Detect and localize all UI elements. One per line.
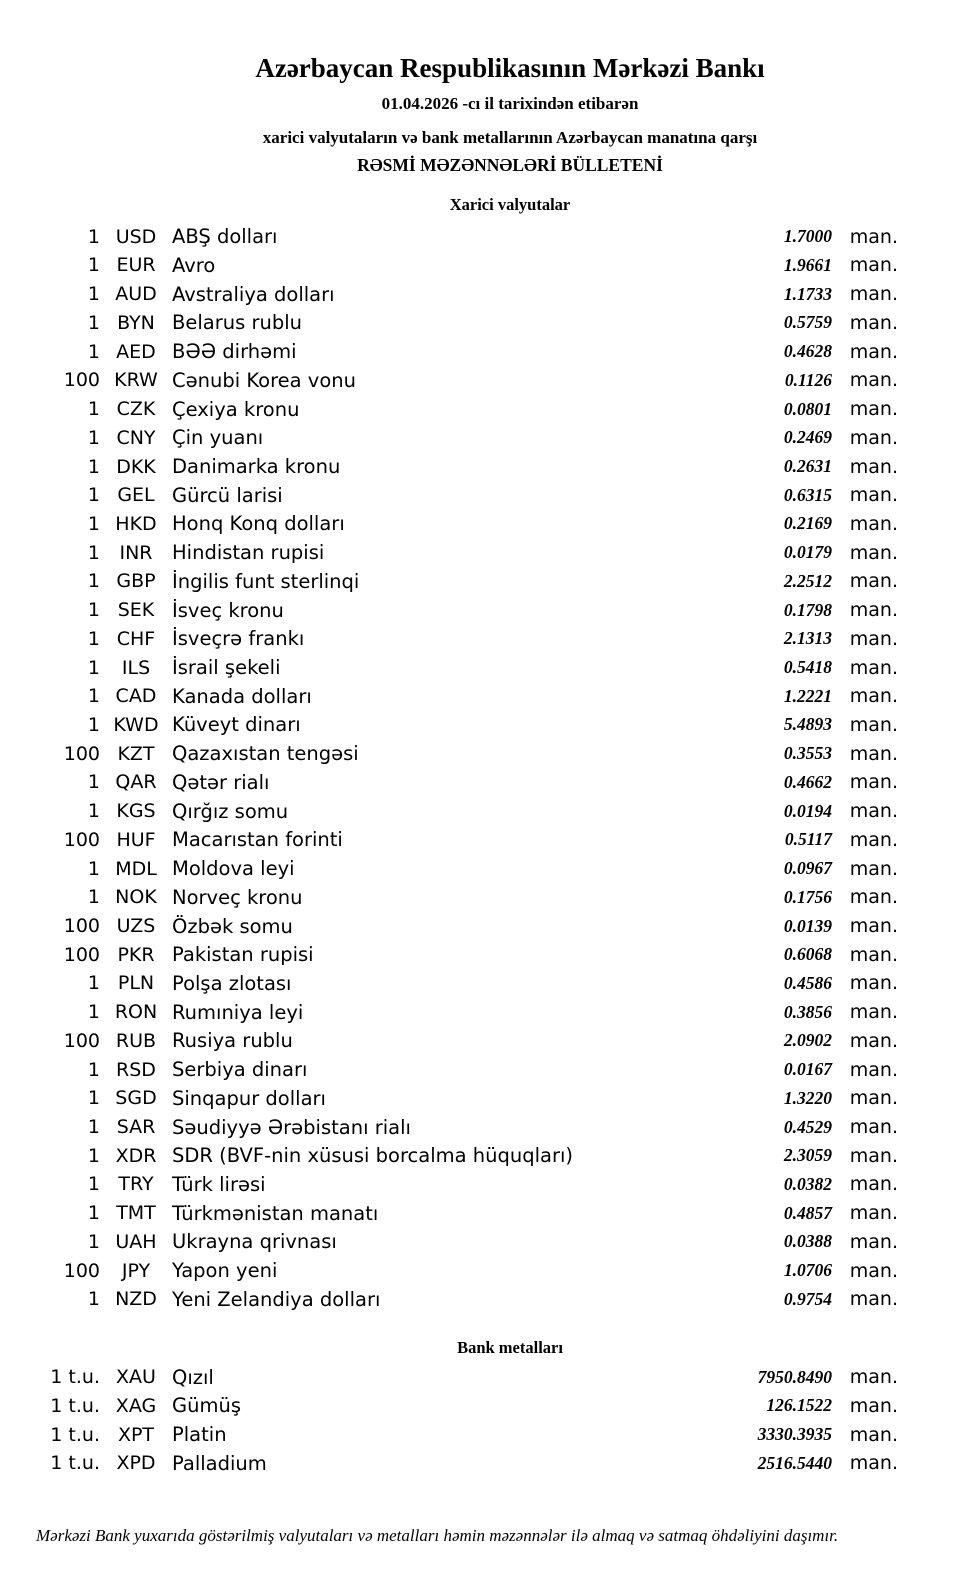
unit-label: man. — [849, 915, 898, 937]
unit-label: man. — [849, 800, 898, 823]
currency-name: Hindistan rupisi — [172, 541, 325, 565]
exchange-rate: 0.0167 — [783, 1059, 832, 1080]
unit-label: man. — [849, 685, 898, 708]
unit-label: man. — [849, 311, 898, 334]
table-row — [0, 1113, 898, 1142]
metal-name: Platin — [172, 1423, 227, 1446]
exchange-rate: 0.1126 — [784, 369, 832, 390]
metals-section-title: Bank metalları — [457, 1337, 563, 1357]
quantity: 1 — [87, 225, 100, 248]
quantity: 1 — [87, 541, 100, 564]
unit-label: man. — [849, 1423, 898, 1446]
unit-label: man. — [849, 713, 898, 736]
currency-name: Avro — [172, 253, 216, 277]
metal-name: Gümüş — [172, 1394, 241, 1418]
quantity: 1 — [87, 512, 100, 535]
quantity: 1 — [87, 1230, 100, 1253]
quantity: 1 t.u. — [50, 1366, 100, 1389]
unit-label: man. — [849, 254, 898, 277]
quantity: 100 — [63, 828, 100, 851]
table-row — [0, 366, 898, 395]
table-row — [0, 1084, 898, 1113]
quantity: 1 — [87, 570, 100, 593]
quantity: 100 — [63, 915, 100, 937]
currency-name: İngilis funt sterlinqi — [172, 569, 360, 593]
table-row — [0, 1141, 898, 1170]
table-row — [0, 395, 898, 424]
quantity: 1 — [87, 1116, 100, 1139]
currency-code: SEK — [117, 599, 155, 622]
unit-label: man. — [849, 1173, 898, 1196]
quantity: 1 t.u. — [50, 1452, 100, 1475]
unit-label: man. — [849, 742, 898, 765]
quantity: 1 — [87, 1001, 100, 1024]
quantity: 1 — [87, 972, 100, 995]
exchange-rate: 0.3856 — [783, 1001, 832, 1022]
unit-label: man. — [849, 340, 898, 363]
exchange-rate: 0.4529 — [783, 1116, 832, 1137]
currency-name: Türk lirəsi — [172, 1172, 266, 1196]
currency-name: Çin yuanı — [172, 426, 264, 450]
quantity: 1 — [87, 254, 100, 277]
metal-table — [0, 1363, 898, 1478]
exchange-rate: 1.1733 — [783, 283, 832, 304]
unit-label: man. — [849, 1202, 898, 1225]
currency-name: Kanada dolları — [172, 684, 312, 708]
quantity: 100 — [63, 1259, 100, 1282]
metal-code: XAG — [115, 1394, 157, 1417]
exchange-rate: 0.0194 — [783, 800, 832, 821]
quantity: 1 — [87, 800, 100, 823]
currency-name: Belarus rublu — [172, 311, 303, 335]
table-row — [0, 1420, 898, 1449]
exchange-rate: 1.9661 — [783, 254, 832, 275]
currency-name: Honq Konq dolları — [172, 512, 345, 536]
exchange-rate: 0.0382 — [783, 1173, 832, 1194]
exchange-rate: 3330.3935 — [757, 1424, 832, 1444]
currency-name: Sinqapur dolları — [172, 1086, 326, 1110]
exchange-rate: 0.0179 — [783, 542, 832, 563]
table-row — [0, 596, 898, 625]
quantity: 1 — [87, 771, 100, 794]
currency-name: Danimarka kronu — [172, 455, 341, 478]
table-row — [0, 825, 898, 854]
table-row — [0, 1199, 898, 1228]
unit-label: man. — [849, 627, 898, 650]
quantity: 1 — [87, 713, 100, 736]
currency-code: JPY — [121, 1259, 151, 1282]
currency-code: EUR — [116, 254, 156, 277]
table-row — [0, 1285, 898, 1314]
exchange-rate: 0.0801 — [783, 398, 832, 419]
currency-name: Norveç kronu — [172, 885, 303, 909]
table-row — [0, 222, 898, 251]
metal-code: XPD — [116, 1452, 156, 1475]
currency-code: NOK — [115, 886, 157, 909]
exchange-rate: 0.0139 — [783, 915, 832, 936]
currency-code: AED — [116, 340, 156, 363]
unit-label: man. — [849, 943, 898, 966]
table-row — [0, 1170, 898, 1199]
currency-code: SAR — [116, 1116, 156, 1139]
unit-label: man. — [849, 771, 898, 794]
table-row — [0, 1363, 898, 1392]
table-row — [0, 711, 898, 740]
currency-name: Avstraliya dolları — [172, 282, 335, 306]
table-row — [0, 337, 898, 366]
exchange-rate: 2.0902 — [783, 1030, 832, 1051]
currency-code: GEL — [117, 484, 155, 507]
unit-label: man. — [849, 1288, 898, 1311]
exchange-rate: 1.2221 — [783, 685, 832, 706]
exchange-rate: 0.4857 — [783, 1202, 832, 1223]
currency-name: Qazaxıstan tengəsi — [172, 742, 359, 766]
currency-name: Səudiyyə Ərəbistanı rialı — [172, 1115, 411, 1139]
currency-name: Macarıstan forinti — [172, 828, 343, 852]
exchange-rate: 0.2631 — [783, 456, 832, 476]
currency-code: QAR — [115, 771, 157, 794]
quantity: 1 — [87, 857, 100, 880]
currency-code: CAD — [115, 685, 157, 708]
currency-name: Serbiya dinarı — [172, 1058, 308, 1082]
exchange-rate: 0.5418 — [783, 657, 832, 678]
exchange-rate: 1.7000 — [783, 226, 832, 247]
exchange-rate: 0.4662 — [783, 771, 832, 792]
quantity: 1 — [87, 426, 100, 449]
unit-label: man. — [849, 1058, 898, 1081]
currency-name: İsrail şekeli — [172, 656, 281, 680]
exchange-rate: 2.3059 — [783, 1145, 832, 1166]
currency-code: KRW — [114, 369, 158, 392]
currency-code: BYN — [117, 311, 155, 334]
exchange-rate: 1.0706 — [783, 1260, 832, 1281]
unit-label: man. — [849, 1394, 898, 1417]
quantity: 1 — [87, 398, 100, 421]
currency-name: BƏƏ dirhəmi — [172, 340, 297, 364]
exchange-rate: 7950.8490 — [757, 1366, 832, 1387]
table-row — [0, 653, 898, 682]
table-row — [0, 998, 898, 1027]
exchange-rate: 2.2512 — [783, 570, 832, 591]
quantity: 1 — [87, 599, 100, 622]
currency-table — [0, 222, 898, 1313]
currency-name: İsveç kronu — [172, 598, 284, 622]
unit-label: man. — [849, 1230, 898, 1253]
table-row — [0, 940, 898, 969]
quantity: 1 — [87, 685, 100, 708]
currency-code: CZK — [116, 398, 156, 421]
quantity: 1 — [87, 1144, 100, 1167]
quantity: 1 t.u. — [50, 1423, 100, 1446]
currency-code: UZS — [116, 915, 156, 937]
quantity: 1 — [87, 627, 100, 650]
currency-code: UAH — [115, 1230, 157, 1253]
unit-label: man. — [849, 455, 898, 478]
currency-code: RSD — [116, 1058, 156, 1081]
exchange-rate: 2516.5440 — [757, 1452, 832, 1473]
exchange-rate: 0.5117 — [784, 829, 832, 850]
currency-name: Türkmənistan manatı — [172, 1201, 379, 1225]
unit-label: man. — [849, 1001, 898, 1024]
currency-code: SGD — [115, 1087, 157, 1110]
table-row — [0, 1027, 898, 1056]
table-row — [0, 567, 898, 596]
bulletin-subtitle: xarici valyutaların və bank metallarının Azərbaycan manatına qarşı — [262, 128, 758, 148]
table-row — [0, 309, 898, 338]
currency-code: AUD — [115, 283, 157, 306]
metal-name: Qızıl — [172, 1365, 214, 1389]
exchange-rate: 0.6068 — [783, 944, 832, 965]
quantity: 100 — [63, 742, 100, 765]
unit-label: man. — [849, 857, 898, 880]
exchange-rate: 0.1756 — [783, 886, 832, 907]
currency-name: Moldova leyi — [172, 857, 295, 881]
currency-code: KGS — [116, 800, 156, 823]
unit-label: man. — [849, 599, 898, 622]
quantity: 1 t.u. — [50, 1394, 100, 1417]
unit-label: man. — [849, 886, 898, 909]
currency-name: Qətər rialı — [172, 770, 270, 794]
currency-code: HUF — [116, 828, 156, 851]
currency-code: NZD — [115, 1288, 157, 1311]
unit-label: man. — [849, 1029, 898, 1052]
currency-code: KWD — [113, 713, 159, 736]
table-row — [0, 797, 898, 826]
unit-label: man. — [849, 570, 898, 593]
table-row — [0, 969, 898, 998]
table-row — [0, 423, 898, 452]
unit-label: man. — [849, 225, 898, 248]
exchange-rate: 2.1313 — [783, 628, 832, 649]
quantity: 1 — [87, 311, 100, 334]
exchange-rate: 0.9754 — [783, 1288, 832, 1309]
currency-code: MDL — [115, 857, 157, 880]
table-row — [0, 854, 898, 883]
exchange-rate: 126.1522 — [766, 1395, 832, 1416]
exchange-rate: 0.6315 — [783, 484, 832, 505]
currency-name: Rusiya rublu — [172, 1029, 293, 1053]
table-row — [0, 912, 898, 941]
unit-label: man. — [849, 369, 898, 392]
disclaimer-text: Mərkəzi Bank yuxarıda göstərilmiş valyutaları və metalları həmin məzənnələr ilə almaq və satmaq öhdəliyini daşımır. — [36, 1525, 839, 1545]
currency-name: Cənubi Korea vonu — [172, 368, 356, 392]
currency-name: Pakistan rupisi — [172, 943, 314, 967]
table-row — [0, 251, 898, 280]
unit-label: man. — [849, 398, 898, 421]
currency-name: İsveçrə frankı — [172, 627, 305, 651]
unit-label: man. — [849, 828, 898, 851]
table-row — [0, 510, 898, 539]
exchange-rate: 0.0967 — [783, 858, 832, 879]
currency-code: HKD — [115, 512, 157, 535]
unit-label: man. — [849, 1087, 898, 1110]
quantity: 1 — [87, 455, 100, 478]
quantity: 100 — [63, 369, 100, 392]
currency-name: Küveyt dinarı — [172, 713, 301, 737]
currency-code: KZT — [117, 742, 155, 765]
table-row — [0, 1256, 898, 1285]
document-header — [60, 52, 960, 176]
currency-code: DKK — [116, 455, 156, 478]
quantity: 1 — [87, 886, 100, 909]
exchange-rate: 0.4628 — [783, 341, 832, 362]
currency-name: Rumıniya leyi — [172, 1000, 304, 1024]
quantity: 1 — [87, 1202, 100, 1225]
table-row — [0, 481, 898, 510]
quantity: 1 — [87, 656, 100, 679]
table-row — [0, 883, 898, 912]
effective-date-line: 01.04.2026 -cı il tarixindən etibarən — [381, 94, 639, 114]
quantity: 1 — [87, 340, 100, 363]
exchange-rate: 0.2169 — [783, 513, 832, 534]
unit-label: man. — [849, 484, 898, 507]
currency-code: PKR — [117, 943, 155, 966]
quantity: 1 — [87, 1058, 100, 1081]
quantity: 1 — [87, 1087, 100, 1110]
quantity: 1 — [87, 484, 100, 507]
table-row — [0, 624, 898, 653]
currency-name: Yeni Zelandiya dolları — [172, 1287, 381, 1311]
exchange-rate: 0.2469 — [783, 427, 832, 448]
currency-code: TRY — [118, 1173, 154, 1196]
currency-name: Çexiya kronu — [172, 397, 300, 421]
table-row — [0, 1055, 898, 1084]
currency-name: Ukrayna qrivnası — [172, 1230, 337, 1254]
exchange-rate: 0.1798 — [783, 599, 832, 620]
unit-label: man. — [849, 1116, 898, 1139]
unit-label: man. — [849, 656, 898, 679]
table-row — [0, 538, 898, 567]
quantity: 1 — [87, 1288, 100, 1311]
unit-label: man. — [849, 1259, 898, 1282]
currency-code: CHF — [116, 627, 156, 650]
metal-code: XAU — [116, 1366, 156, 1389]
currency-name: Qırğız somu — [172, 799, 289, 823]
unit-label: man. — [849, 1452, 898, 1475]
unit-label: man. — [849, 283, 898, 306]
table-row — [0, 1391, 898, 1420]
currency-code: XDR — [115, 1144, 157, 1167]
table-row — [0, 682, 898, 711]
quantity: 1 — [87, 283, 100, 306]
currency-code: PLN — [117, 972, 155, 995]
exchange-rate: 0.0388 — [783, 1231, 832, 1252]
currency-code: INR — [119, 541, 153, 564]
exchange-rate: 0.5759 — [783, 312, 832, 333]
unit-label: man. — [849, 1144, 898, 1167]
exchange-rate: 0.4586 — [783, 972, 832, 993]
currency-code: USD — [115, 225, 157, 248]
currency-name: Polşa zlotası — [172, 971, 292, 995]
exchange-rate: 5.4893 — [783, 714, 832, 735]
quantity: 100 — [63, 943, 100, 966]
metal-code: XPT — [117, 1423, 155, 1446]
exchange-rate: 0.3553 — [783, 743, 832, 764]
currency-code: TMT — [116, 1202, 156, 1225]
table-row — [0, 1449, 898, 1478]
unit-label: man. — [849, 426, 898, 449]
table-row — [0, 1228, 898, 1257]
table-row — [0, 280, 898, 309]
metal-name: Palladium — [172, 1451, 267, 1475]
unit-label: man. — [849, 972, 898, 995]
currency-code: GBP — [116, 570, 156, 593]
currency-name: SDR (BVF-nin xüsusi borcalma hüquqları) — [172, 1144, 574, 1168]
currency-name: Yapon yeni — [172, 1259, 278, 1283]
currency-code: RON — [114, 1001, 158, 1024]
table-row — [0, 739, 898, 768]
quantity: 1 — [87, 1173, 100, 1196]
exchange-rate: 1.3220 — [783, 1087, 832, 1108]
quantity: 100 — [63, 1029, 100, 1052]
unit-label: man. — [849, 541, 898, 564]
currency-name: Özbək somu — [172, 914, 293, 938]
bulletin-title: RƏSMİ MƏZƏNNƏLƏRİ BÜLLETENİ — [357, 155, 663, 176]
unit-label: man. — [849, 1366, 898, 1389]
currency-name: Gürcü larisi — [172, 483, 283, 507]
currency-code: CNY — [116, 426, 156, 449]
currency-code: RUB — [115, 1029, 157, 1052]
bank-title: Azərbaycan Respublikasının Mərkəzi Bankı — [255, 53, 765, 83]
currency-name: ABŞ dolları — [172, 225, 278, 249]
table-row — [0, 452, 898, 481]
table-row — [0, 768, 898, 797]
currency-code: ILS — [121, 656, 151, 679]
currencies-section-title: Xarici valyutalar — [449, 195, 571, 215]
unit-label: man. — [849, 512, 898, 535]
